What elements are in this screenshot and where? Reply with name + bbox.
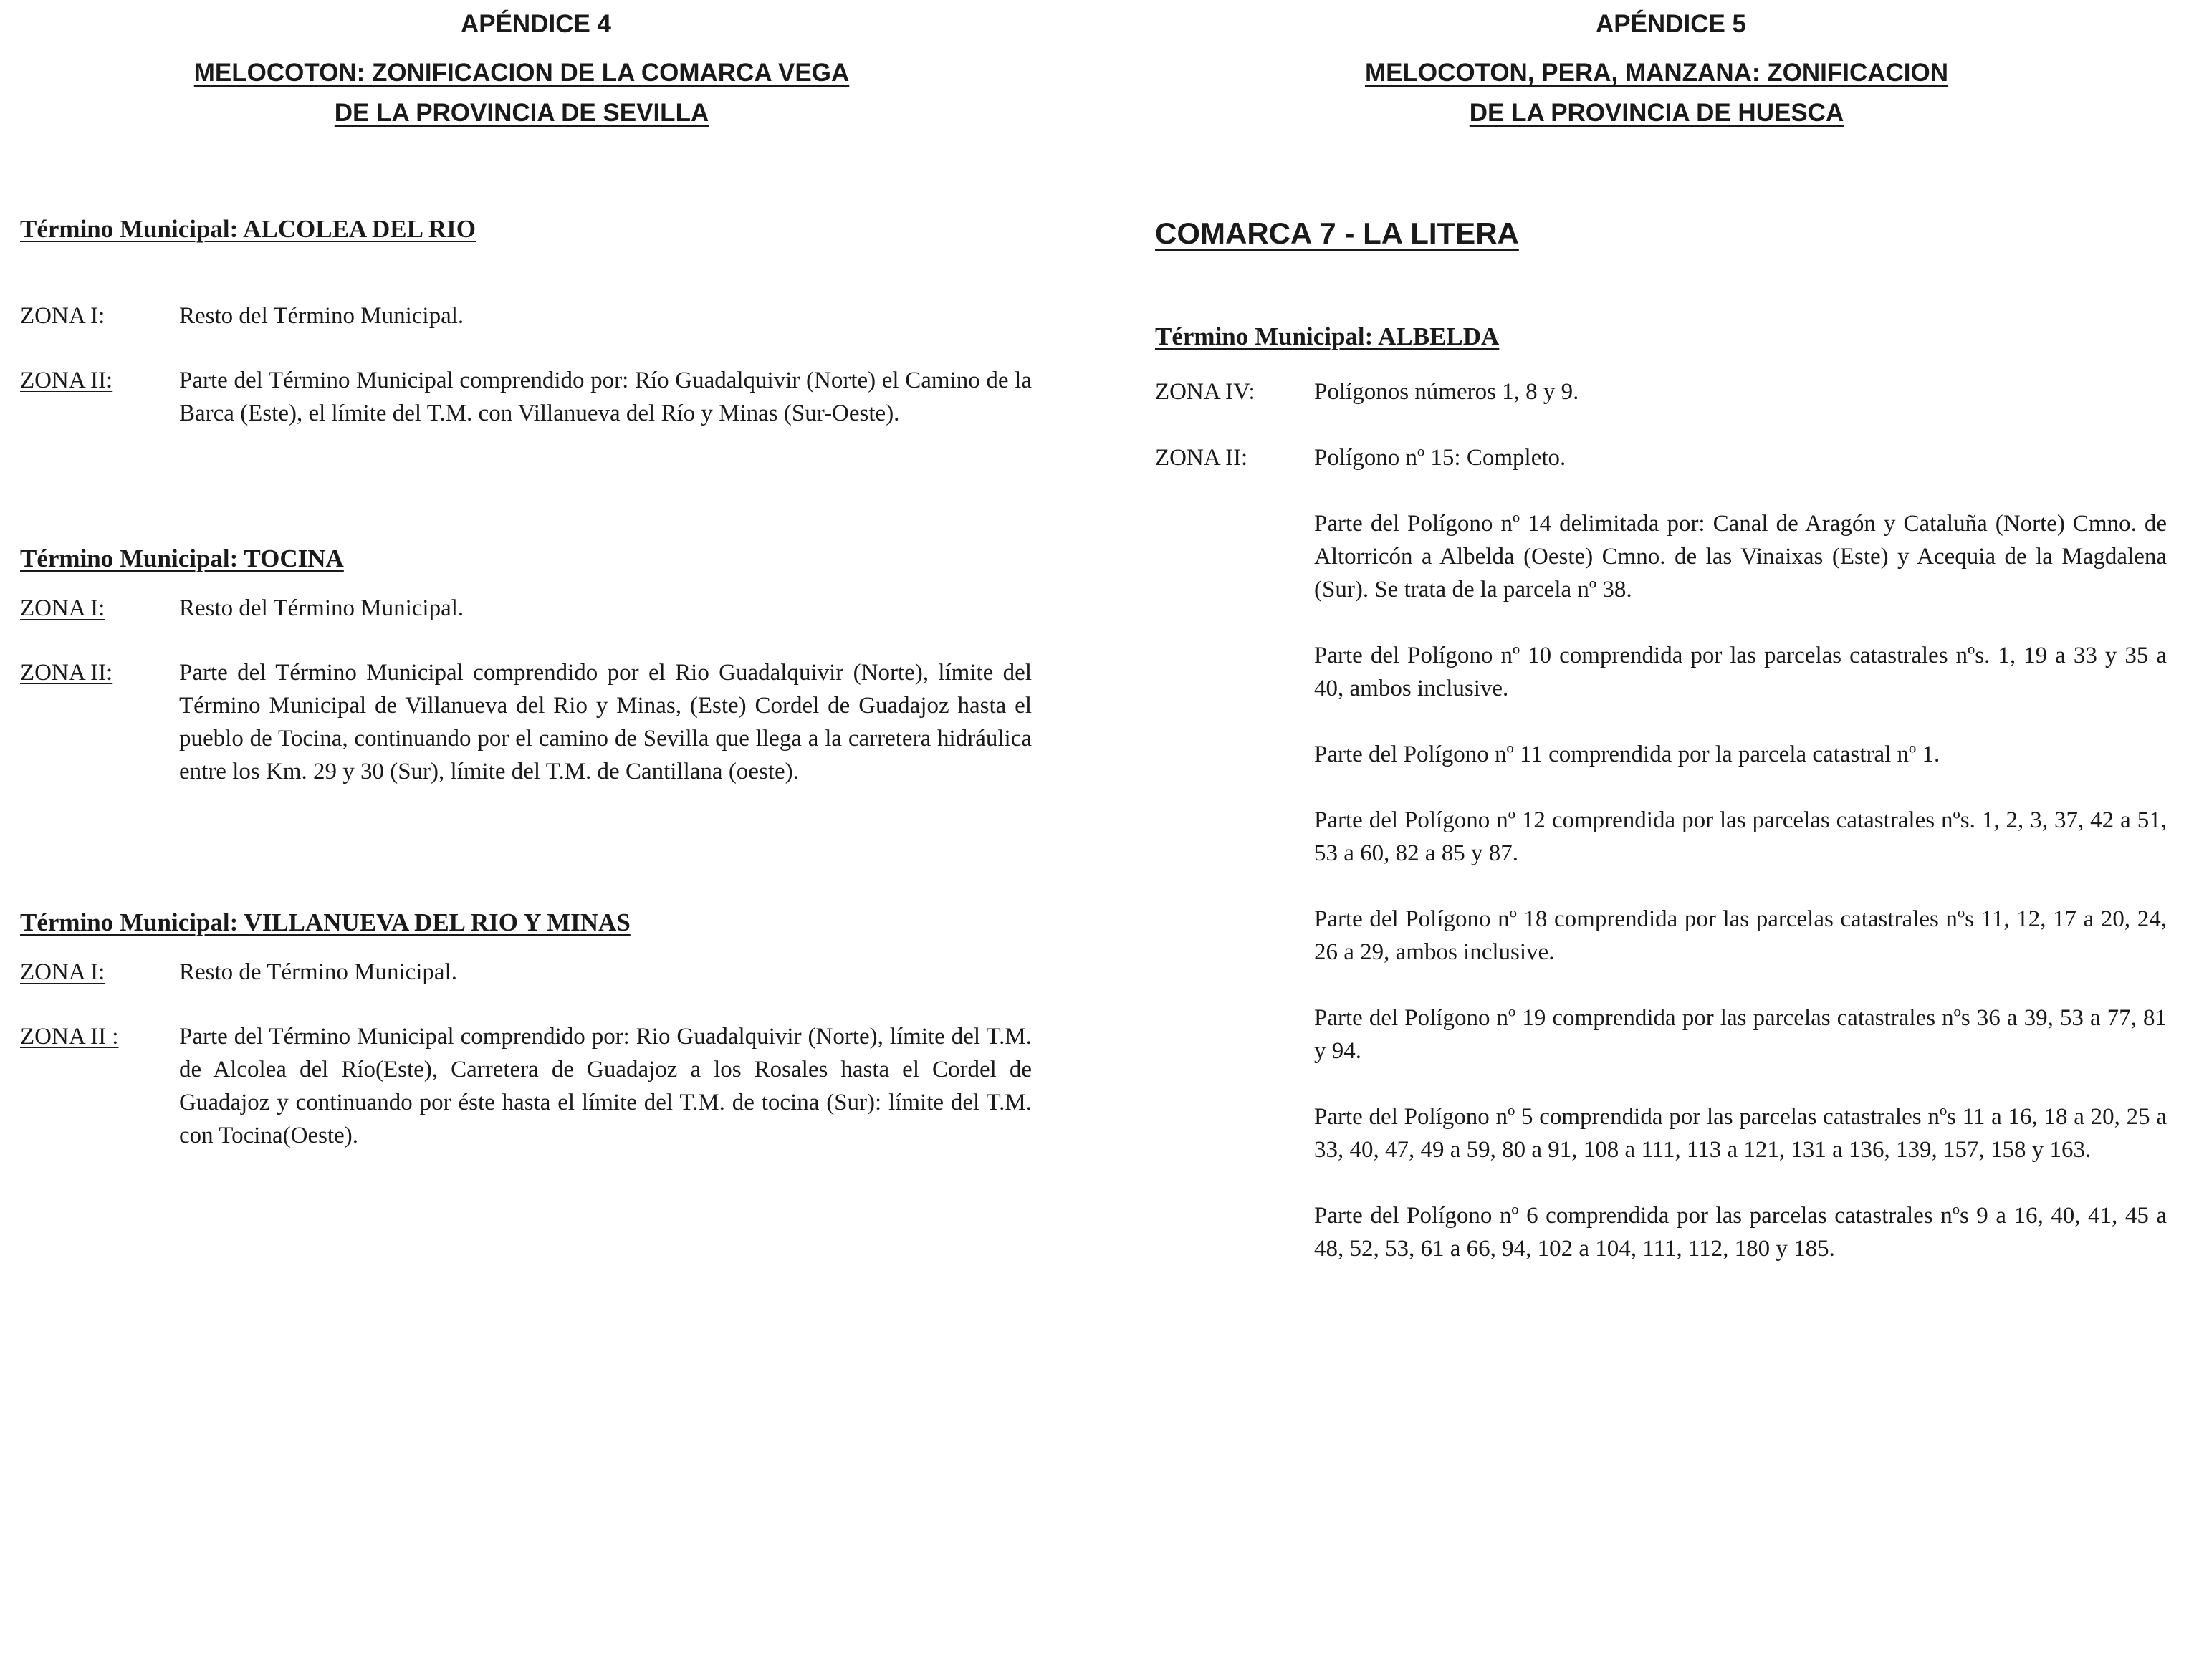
municipio-heading: Término Municipal: VILLANUEVA DEL RIO Y MINAS bbox=[20, 908, 631, 936]
zona-row bbox=[20, 656, 1032, 788]
zona-label: ZONA I: bbox=[20, 595, 105, 621]
appendix-4-title-line2: DE LA PROVINCIA DE SEVILLA bbox=[334, 99, 709, 127]
poligono-paragraph: Parte del Polígono nº 11 comprendida por la parcela catastral nº 1. bbox=[1314, 741, 1940, 767]
appendix-4-title-line1: MELOCOTON: ZONIFICACION DE LA COMARCA VEGA bbox=[193, 59, 850, 87]
zona-row bbox=[1155, 375, 2167, 408]
municipio-heading: Término Municipal: ALCOLEA DEL RIO bbox=[20, 215, 476, 243]
zona-label: ZONA II: bbox=[20, 660, 113, 686]
poligono-paragraph: Parte del Polígono nº 6 comprendida por las parcelas catastrales nºs 9 a 16, 40, 41, 45 a 48, 52, 53, 61 a 66, 94, 102 a 104, 111, 112, 180 y 185. bbox=[1314, 1203, 2167, 1262]
zona-row bbox=[20, 1020, 1032, 1152]
poligono-paragraph: Parte del Polígono nº 10 comprendida por las parcelas catastrales nºs. 1, 19 a 33 y 35 a 40, ambos inclusive. bbox=[1314, 643, 2167, 701]
zona-text: Resto del Término Municipal. bbox=[179, 303, 464, 329]
zona-label: ZONA II: bbox=[1155, 445, 1248, 471]
zona-text: Resto de Término Municipal. bbox=[179, 959, 457, 985]
appendix-5-heading: APÉNDICE 5 bbox=[1595, 10, 1747, 38]
appendix-5-column bbox=[1155, 0, 2187, 1262]
appendix-5-title bbox=[1155, 53, 2158, 133]
zona-text: Parte del Término Municipal comprendido por el Rio Guadalquivir (Norte), límite del Término Municipal de Villanueva del Rio y Minas, (Este) Cordel de Guadajoz hasta el pueblo de Tocina, continuando por el camino de Sevilla que llega a la carretera hidráulica entre los Km. 29 y 30 (Sur), límite del T.M. de Cantillana (oeste). bbox=[179, 660, 1032, 784]
poligono-paragraph: Parte del Polígono nº 5 comprendida por las parcelas catastrales nºs 11 a 16, 18 a 20, 25 a 33, 40, 47, 49 a 59, 80 a 91, 108 a 111, 113 a 121, 131 a 136, 139, 157, 158 y 163. bbox=[1314, 1104, 2167, 1163]
zona-text: Parte del Término Municipal comprendido por: Río Guadalquivir (Norte) el Camino de la Barca (Este), el límite del T.M. con Villanueva del Río y Minas (Sur-Oeste). bbox=[179, 368, 1032, 426]
comarca-heading: COMARCA 7 - LA LITERA bbox=[1155, 216, 1519, 250]
appendix-5-title-line2: DE LA PROVINCIA DE HUESCA bbox=[1469, 99, 1844, 127]
zona-label: ZONA I: bbox=[20, 959, 105, 985]
municipio-heading: Término Municipal: TOCINA bbox=[20, 544, 344, 572]
zona-label: ZONA IV: bbox=[1155, 379, 1255, 405]
zona-row bbox=[20, 364, 1032, 430]
zona-row bbox=[1155, 441, 2167, 474]
appendix-4-column bbox=[20, 0, 1052, 1148]
municipio-heading: Término Municipal: ALBELDA bbox=[1155, 322, 1500, 350]
zona-row bbox=[20, 592, 1032, 625]
zona-label: ZONA II: bbox=[20, 368, 113, 393]
zona-row bbox=[20, 299, 1032, 332]
appendix-4-title bbox=[20, 53, 1023, 133]
poligono-paragraph: Parte del Polígono nº 12 comprendida por las parcelas catastrales nºs. 1, 2, 3, 37, 42 a 51, 53 a 60, 82 a 85 y 87. bbox=[1314, 807, 2167, 866]
zona-text: Resto del Término Municipal. bbox=[179, 595, 464, 621]
poligono-paragraph: Parte del Polígono nº 14 delimitada por: Canal de Aragón y Cataluña (Norte) Cmno. de Altorricón a Albelda (Oeste) Cmno. de las Vinaixas (Este) y Acequia de la Magdalena (Sur). Se trata de la parcela nº 38. bbox=[1314, 511, 2167, 603]
zona-text: Polígono nº 15: Completo. bbox=[1314, 445, 1566, 471]
zona-row bbox=[20, 956, 1032, 989]
poligono-paragraph: Parte del Polígono nº 19 comprendida por las parcelas catastrales nºs 36 a 39, 53 a 77, 81 y 94. bbox=[1314, 1005, 2167, 1064]
zona-text: Parte del Término Municipal comprendido por: Rio Guadalquivir (Norte), límite del T.M. de Alcolea del Río(Este), Carretera de Guadajoz a los Rosales hasta el Cordel de Guadajoz y continuando por éste hasta el límite del T.M. de tocina (Sur): límite del T.M. con Tocina(Oeste). bbox=[179, 1024, 1032, 1148]
zona-label: ZONA II : bbox=[20, 1024, 119, 1050]
section-alcolea bbox=[20, 215, 1032, 430]
zona-text: Polígonos números 1, 8 y 9. bbox=[1314, 379, 1579, 405]
appendix-4-heading: APÉNDICE 4 bbox=[460, 10, 612, 38]
section-albelda bbox=[1155, 322, 2167, 1265]
section-villanueva bbox=[20, 908, 1032, 1152]
appendix-5-title-line1: MELOCOTON, PERA, MANZANA: ZONIFICACION bbox=[1364, 59, 1949, 87]
poligono-paragraph: Parte del Polígono nº 18 comprendida por las parcelas catastrales nºs 11, 12, 17 a 20, 24, 26 a 29, ambos inclusive. bbox=[1314, 906, 2167, 965]
section-tocina bbox=[20, 544, 1032, 788]
zona-label: ZONA I: bbox=[20, 303, 105, 329]
